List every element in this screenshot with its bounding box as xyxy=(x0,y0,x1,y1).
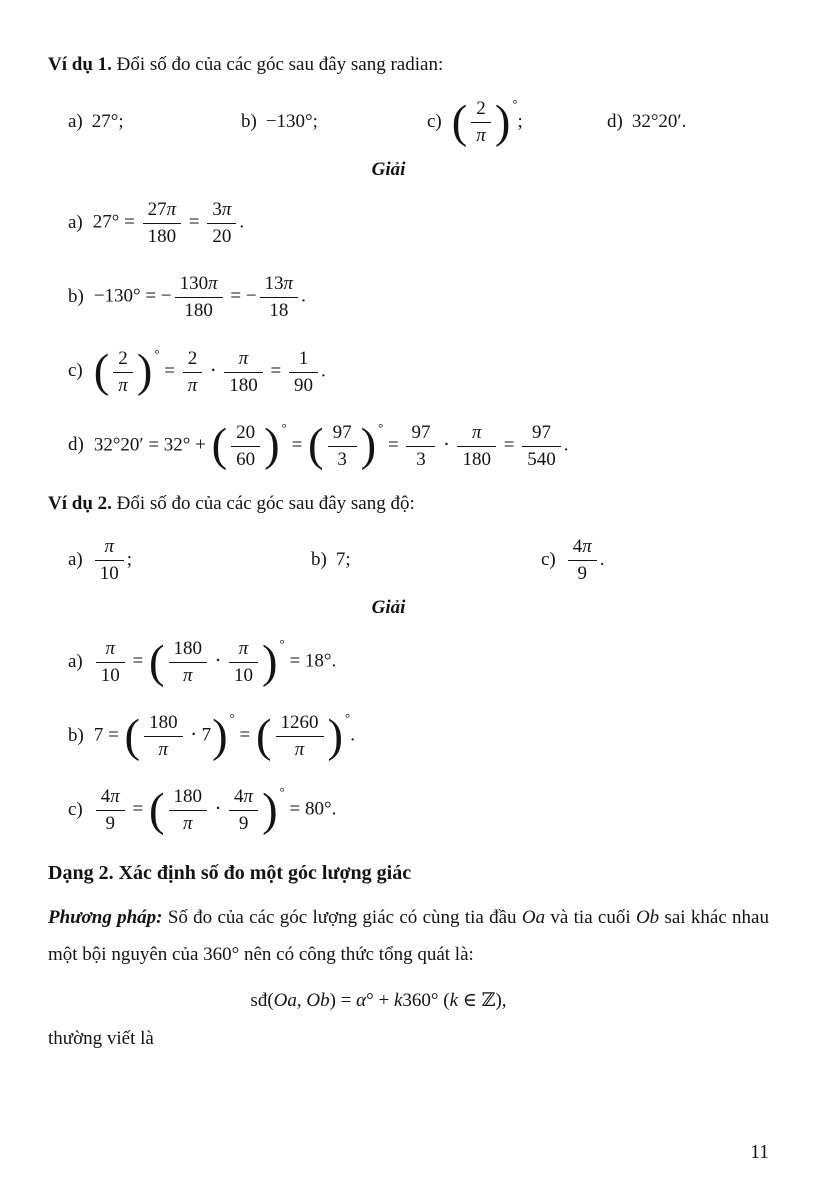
math-variable: Ob xyxy=(635,907,660,929)
math-text: ( xyxy=(267,990,274,1012)
line-math: 7 = ( $\frac{180}{\pi}$ ⋅ 7) ° = ( $\frac{1260}{\pi}$ ) °. xyxy=(93,710,355,762)
math-text: ) xyxy=(329,990,336,1012)
fraction-denominator xyxy=(231,447,260,471)
line-math: $\frac{\pi}{10}$ = ( $\frac{180}{\pi}$ ⋅ $\frac{\pi}{10}$ ) ° = 18°. xyxy=(93,636,337,687)
degree-superscript: ° xyxy=(378,419,384,435)
fraction-numerator xyxy=(406,422,435,447)
example2-options xyxy=(48,531,769,589)
option-label: c) xyxy=(427,110,442,132)
math-text: 180 xyxy=(147,225,177,247)
fraction-numerator xyxy=(183,348,203,373)
math-text: ⋅ xyxy=(210,651,227,673)
math-text: = xyxy=(498,434,520,456)
fraction xyxy=(522,422,561,471)
math-text: , xyxy=(296,990,307,1012)
math-variable: π xyxy=(238,347,249,369)
fraction-numerator xyxy=(522,422,561,447)
math-text: = 18°. xyxy=(284,651,337,673)
example1-solution-c xyxy=(68,343,769,400)
math-text: 32°20′ = 32° + xyxy=(93,434,211,456)
math-text: 9 xyxy=(577,562,588,584)
fraction-denominator xyxy=(96,811,125,835)
fraction-numerator xyxy=(169,786,208,811)
fraction xyxy=(113,348,133,397)
fraction xyxy=(406,422,435,471)
fraction-denominator xyxy=(169,663,208,687)
fraction-denominator xyxy=(143,224,182,248)
fraction-denominator xyxy=(406,447,435,471)
example1-option-c xyxy=(427,96,607,147)
fraction-numerator xyxy=(229,786,258,811)
example2-solution-a xyxy=(68,633,769,690)
math-text: 180 xyxy=(184,299,213,321)
fraction-numerator xyxy=(224,348,263,373)
fraction-denominator xyxy=(96,663,125,687)
math-text: 130 xyxy=(179,272,209,294)
fraction xyxy=(471,98,491,147)
fraction-numerator xyxy=(457,422,496,447)
example2-title-label: Ví dụ 2. xyxy=(48,492,112,514)
fraction-denominator xyxy=(229,663,258,687)
math-text: 540 xyxy=(527,448,556,470)
math-text: 20 xyxy=(212,225,232,247)
example1-option-b xyxy=(241,111,427,133)
line-label: d) xyxy=(68,434,84,456)
math-text: 60 xyxy=(236,448,256,470)
fraction-numerator xyxy=(289,348,318,373)
math-text: 13 xyxy=(264,272,284,294)
math-text: = xyxy=(127,799,149,821)
line-label: b) xyxy=(68,286,84,308)
fraction-denominator xyxy=(276,737,324,761)
fraction xyxy=(95,536,124,585)
fraction-denominator xyxy=(260,298,299,322)
degree-superscript: ° xyxy=(229,710,235,726)
example1-solution-a xyxy=(68,195,769,252)
line-math: 32°20′ = 32° + ( $\frac{20}{60}$ ) ° = ( $\frac{97}{3}$ ) ° = $\frac{97}{3}$ ⋅ $\frac{\pi}{180}$ = $\frac{97}{540}$ . xyxy=(93,419,569,472)
fraction-denominator xyxy=(169,811,208,835)
math-variable: Oa xyxy=(273,990,297,1012)
option-label: a) xyxy=(68,548,83,570)
math-text: 4 xyxy=(100,786,111,808)
math-text: và tia cuối xyxy=(545,907,636,929)
math-text: = xyxy=(159,360,180,382)
fraction xyxy=(457,422,496,471)
math-text: 20 xyxy=(236,421,256,443)
fraction-numerator xyxy=(113,348,133,373)
math-text: . xyxy=(301,285,306,307)
line-label: c) xyxy=(68,360,83,382)
option-label: c) xyxy=(541,548,556,570)
fraction-denominator xyxy=(95,561,124,585)
math-text: sđ xyxy=(250,990,268,1012)
math-text: 3 xyxy=(212,198,222,220)
option-label: b) xyxy=(241,110,257,132)
fraction-numerator xyxy=(143,199,182,224)
fraction-denominator xyxy=(207,224,236,248)
line-math xyxy=(94,273,306,322)
math-variable: π xyxy=(294,739,305,761)
fraction-numerator xyxy=(96,786,125,811)
line-label: a) xyxy=(68,650,83,672)
math-variable: π xyxy=(283,272,294,294)
section2-following-text: thường viết là xyxy=(48,1028,154,1050)
math-variable: π xyxy=(104,535,115,557)
fraction xyxy=(224,348,263,397)
math-text: −130° = − xyxy=(93,285,172,307)
math-text: ⋅ xyxy=(210,799,227,821)
fraction xyxy=(207,199,236,248)
math-variable: π xyxy=(110,786,120,808)
math-text: ⋅ xyxy=(205,360,222,382)
math-text: sai khác nhau một bội nguyên của 360° nên có công thức tổng quát là: xyxy=(48,907,769,966)
fraction-denominator xyxy=(457,447,496,471)
fraction-numerator xyxy=(95,536,124,561)
math-variable: k xyxy=(393,990,403,1012)
math-text: 27 xyxy=(147,198,167,220)
math-text: 97 xyxy=(411,421,431,443)
fraction-numerator xyxy=(471,98,491,123)
fraction xyxy=(169,638,208,687)
math-text: 27° = xyxy=(92,211,140,233)
example2-solution-heading: Giải xyxy=(371,597,406,619)
example2-title xyxy=(48,491,769,518)
fraction xyxy=(96,786,125,835)
fraction xyxy=(328,422,357,471)
fraction xyxy=(169,786,208,835)
math-text: 2 xyxy=(187,347,198,369)
fraction xyxy=(276,712,324,761)
math-text: = xyxy=(265,360,286,382)
section2-general-formula xyxy=(48,989,709,1012)
fraction xyxy=(144,712,183,761)
fraction-numerator xyxy=(207,199,236,224)
line-label: c) xyxy=(68,798,83,820)
math-text: . xyxy=(239,211,245,233)
math-text: 9 xyxy=(105,813,116,835)
math-text: 180 xyxy=(149,712,178,734)
math-text: 3 xyxy=(416,448,426,470)
fraction-denominator xyxy=(289,373,318,397)
math-text: 4 xyxy=(234,786,244,808)
example2-option-c xyxy=(541,536,605,585)
fraction-denominator xyxy=(229,811,258,835)
math-text: 10 xyxy=(100,665,120,687)
example2-solution-c xyxy=(68,781,769,838)
math-variable: α xyxy=(356,990,367,1012)
degree-superscript: ° xyxy=(154,345,160,361)
example1-title-label: Ví dụ 1. xyxy=(48,54,112,75)
math-text: ( xyxy=(443,990,450,1012)
math-variable: π xyxy=(182,665,193,687)
math-text: ⋅ xyxy=(438,434,455,456)
fraction-numerator xyxy=(96,638,125,663)
section2-heading: Dạng 2. Xác định số đo một góc lượng giác xyxy=(48,862,412,885)
fraction-denominator xyxy=(471,123,491,147)
math-variable: π xyxy=(158,739,169,761)
example2-option-a xyxy=(68,536,311,585)
fraction xyxy=(289,348,318,397)
example1-title-text: Đổi số đo của các góc sau đây sang radian: xyxy=(111,54,444,75)
math-variable: π xyxy=(208,272,218,294)
math-text: ; xyxy=(517,110,523,132)
math-variable: π xyxy=(582,535,592,557)
fraction xyxy=(175,273,223,322)
math-text: 18 xyxy=(269,299,289,321)
math-text: 360° xyxy=(402,990,444,1012)
math-text: = − xyxy=(225,285,257,307)
degree-superscript: ° xyxy=(281,419,287,435)
math-text: = xyxy=(234,725,255,747)
math-text: = 80°. xyxy=(284,799,337,821)
example1-solution-d xyxy=(68,417,769,474)
math-text: = xyxy=(383,434,404,456)
math-text: 180 xyxy=(173,786,203,808)
math-text: 97 xyxy=(531,421,551,443)
math-text: . xyxy=(599,548,605,570)
option-label: a) xyxy=(68,110,83,132)
math-text: ° + xyxy=(366,990,394,1012)
math-text: . xyxy=(320,360,326,382)
page-number: 11 xyxy=(750,1142,769,1163)
degree-superscript: ° xyxy=(279,636,285,652)
line-label: a) xyxy=(68,212,83,234)
fraction-numerator xyxy=(144,712,183,737)
math-variable: Ob xyxy=(306,990,330,1012)
fraction-denominator xyxy=(175,298,223,322)
fraction-denominator xyxy=(183,373,203,397)
math-text: −130°; xyxy=(265,110,318,132)
example1-solution-heading: Giải xyxy=(371,158,406,180)
option-math xyxy=(565,535,605,584)
math-text: = xyxy=(127,651,148,673)
degree-superscript: ° xyxy=(512,96,518,112)
math-text: = xyxy=(286,434,308,456)
math-variable: π xyxy=(187,374,198,396)
option-math xyxy=(336,549,351,570)
math-text: 3 xyxy=(337,448,347,470)
math-text: 180 xyxy=(173,638,202,660)
line-math xyxy=(93,199,244,248)
math-text: Số đo của các góc lượng giác có cùng tia đầu xyxy=(162,907,522,929)
math-text: ; xyxy=(126,548,133,570)
math-variable: π xyxy=(238,638,249,660)
math-text: 97 xyxy=(332,421,352,443)
fraction-numerator xyxy=(175,273,223,298)
math-text: 1 xyxy=(298,347,309,369)
fraction-numerator xyxy=(328,422,357,447)
example2-solution-b xyxy=(68,707,769,764)
method-label: Phương pháp: xyxy=(48,907,163,929)
example2-option-b xyxy=(311,549,541,571)
example1-options xyxy=(48,93,769,151)
fraction-denominator xyxy=(328,447,357,471)
fraction-numerator xyxy=(260,273,299,298)
fraction-numerator xyxy=(276,712,324,737)
math-text: 2 xyxy=(476,98,486,120)
math-text: 10 xyxy=(99,562,119,584)
fraction xyxy=(231,422,260,471)
math-variable: Oa xyxy=(521,907,546,929)
fraction xyxy=(229,786,258,835)
fraction-numerator xyxy=(229,638,258,663)
fraction xyxy=(183,348,203,397)
example1-option-a xyxy=(68,111,241,133)
math-text: 10 xyxy=(234,665,254,687)
option-math xyxy=(92,535,133,584)
fraction-numerator xyxy=(169,638,208,663)
fraction-denominator xyxy=(568,561,597,585)
math-text: 1260 xyxy=(280,712,319,734)
math-variable: π xyxy=(476,125,486,147)
line-math: $\frac{4\pi}{9}$ = ( $\frac{180}{\pi}$ ⋅ $\frac{4\pi}{9}$ ) ° = 80°. xyxy=(93,784,337,835)
example1-solution-b xyxy=(68,269,769,326)
fraction-denominator xyxy=(224,373,263,397)
option-label: d) xyxy=(607,110,623,132)
example1-title xyxy=(48,52,769,79)
math-variable: π xyxy=(118,374,128,396)
option-math xyxy=(266,111,318,132)
option-math: ( $\frac{2}{\pi}$ ) °; xyxy=(451,96,523,148)
math-text: 180 xyxy=(229,374,258,396)
math-variable: k xyxy=(449,990,459,1012)
math-text: ⋅ 7 xyxy=(185,725,212,747)
section2-method-paragraph xyxy=(48,899,769,973)
math-text: 27°; xyxy=(91,110,124,132)
option-math xyxy=(632,111,687,132)
fraction-numerator xyxy=(231,422,260,447)
math-text: = xyxy=(335,990,357,1012)
degree-superscript: ° xyxy=(279,784,285,800)
math-variable: π xyxy=(471,421,482,443)
math-text: ), xyxy=(495,990,507,1012)
math-variable: π xyxy=(243,786,254,808)
math-variable: π xyxy=(105,638,116,660)
line-label: b) xyxy=(68,724,84,746)
line-math: ( $\frac{2}{\pi}$ ) ° = $\frac{2}{\pi}$ ⋅ $\frac{\pi}{180}$ = $\frac{1}{90}$ . xyxy=(93,345,326,398)
math-text: 9 xyxy=(238,813,249,835)
fraction-denominator xyxy=(113,373,133,397)
math-variable: π xyxy=(221,198,232,220)
math-text: . xyxy=(350,725,355,747)
math-text: = xyxy=(184,211,205,233)
fraction xyxy=(96,638,125,687)
math-text: . xyxy=(563,434,569,456)
fraction xyxy=(260,273,299,322)
math-text: 32°20′. xyxy=(631,110,687,132)
fraction xyxy=(568,536,597,585)
option-label: b) xyxy=(311,549,327,571)
example1-option-d xyxy=(607,111,686,133)
math-text: 4 xyxy=(572,535,583,557)
math-variable: π xyxy=(166,198,177,220)
math-text: ∈ ℤ xyxy=(458,990,496,1012)
math-variable: π xyxy=(183,813,193,835)
degree-superscript: ° xyxy=(345,710,351,726)
math-text: 90 xyxy=(293,374,313,396)
example2-title-text: Đổi số đo của các góc sau đây sang độ: xyxy=(111,492,415,514)
math-text: 2 xyxy=(118,347,128,369)
fraction-denominator xyxy=(144,737,183,761)
math-text: 180 xyxy=(462,448,491,470)
fraction-numerator xyxy=(568,536,597,561)
option-math xyxy=(92,111,124,132)
fraction xyxy=(229,638,258,687)
math-text: 7 = xyxy=(93,725,124,747)
fraction-denominator xyxy=(522,447,561,471)
math-text: 7; xyxy=(335,549,351,571)
fraction xyxy=(143,199,182,248)
